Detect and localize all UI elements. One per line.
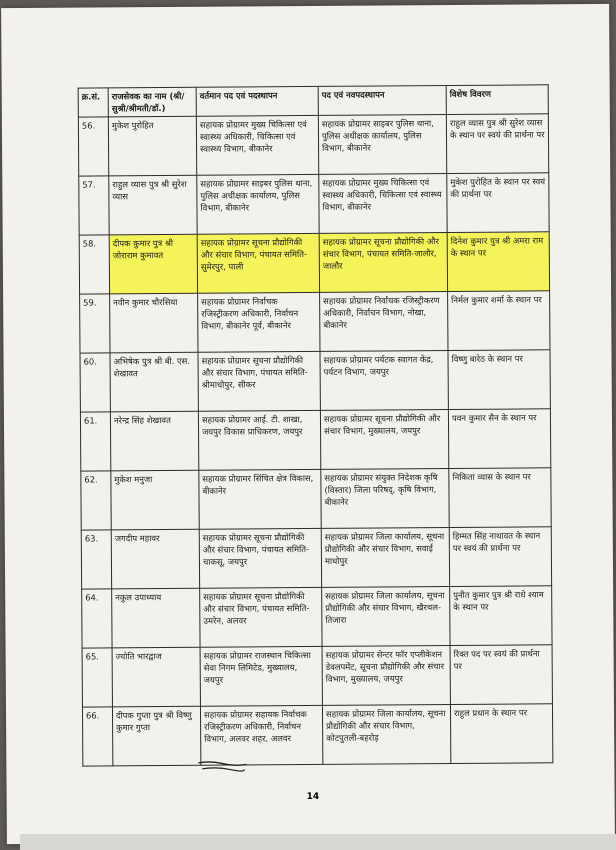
cell-remarks: राहुल व्यास पुत्र श्री सुरेश व्यास के स्थान पर स्वयं की प्रार्थना पर — [446, 114, 548, 174]
cell-new-post: सहायक प्रोग्रामर निर्वाचक रजिस्ट्रीकरण अधिकारी, निर्वाचन विभाग, नोखा, बीकानेर — [320, 292, 448, 352]
page-number: 14 — [306, 791, 320, 803]
cell-serial: 59. — [80, 294, 110, 353]
cell-current-post: सहायक प्रोग्रामर सूचना प्रौद्योगिकी और संचार विभाग, पंचायत समिति-सुमेरपुर, पाली — [197, 233, 319, 293]
cell-new-post: सहायक प्रोग्रामर संयुक्त निदेशक कृषि (विस्तार) जिला परिषद्, कृषि विभाग, बीकानेर — [321, 469, 449, 529]
cell-remarks: राहुल प्रधान के स्थान पर — [450, 704, 552, 764]
header-remarks: विशेष विवरण — [446, 85, 548, 115]
table-row — [82, 704, 552, 766]
cell-serial: 65. — [82, 648, 112, 707]
table-row — [82, 586, 552, 648]
cell-name: राहुल व्यास पुत्र श्री सुरेश व्यास — [109, 175, 197, 235]
cell-serial: 66. — [82, 707, 112, 766]
cell-remarks: पवन कुमार सैन के स्थान पर — [448, 409, 550, 469]
cell-current-post: सहायक प्रोग्रामर मुख्य चिकित्सा एवं स्वास्थ्य अधिकारी, चिकित्सा एवं स्वास्थ्य विभाग, बीकानेर — [196, 115, 318, 175]
cell-current-post: सहायक प्रोग्रामर निर्वाचक रजिस्ट्रीकरण अधिकारी, निर्वाचन विभाग, बीकानेर पूर्व, बीकानेर — [198, 292, 320, 352]
cell-name: नकुल उपाध्याय — [112, 588, 200, 648]
table-row — [78, 114, 548, 176]
cell-name: मुकेश पुरोहित — [108, 116, 196, 176]
cell-new-post: सहायक प्रोग्रामर सेन्टर फॉर एप्लीकेशन डेवलपमेंट, सूचना प्रौद्योगिकी और संचार विभाग, मुख्यालय, जयपुर — [322, 646, 450, 706]
cell-new-post: सहायक प्रोग्रामर जिला कार्यालय, सूचना प्रौद्योगिकी और संचार विभाग, कोटपुतली-बहरोड़ — [322, 705, 450, 765]
cell-serial: 57. — [79, 176, 109, 235]
table-body — [78, 114, 553, 766]
cell-serial: 62. — [81, 471, 111, 530]
cell-current-post: सहायक प्रोग्रामर राजस्थान चिकित्सा सेवा निगम लिमिटेड, मुख्यालय, जयपुर — [200, 646, 322, 706]
table-row — [79, 232, 549, 294]
cell-name: दीपक कुमार पुत्र श्री जोराराम कुमावत — [109, 234, 197, 294]
table-row — [79, 173, 549, 235]
cell-remarks: मुकेश पुरोहित के स्थान पर स्वयं की प्रार्थना पर — [447, 173, 549, 233]
cell-name: जगदीप महावर — [111, 529, 199, 589]
cell-current-post: सहायक प्रोग्रामर सहायक निर्वाचक रजिस्ट्रीकरण अधिकारी, निर्वाचन विभाग, अलवर शहर, अलवर — [200, 705, 322, 765]
table-header-row — [78, 85, 548, 117]
header-new-post: पद एवं नवपदस्थापन — [318, 86, 446, 116]
cell-current-post: सहायक प्रोग्रामर सूचना प्रौद्योगिकी और संचार विभाग, पंचायत समिति-उमरेन, अलवर — [200, 587, 322, 647]
transfer-table — [78, 84, 554, 766]
cell-current-post: सहायक प्रोग्रामर साइबर पुलिस थाना, पुलिस अधीक्षक कार्यालय, पुलिस विभाग, बीकानेर — [197, 174, 319, 234]
cell-current-post: सहायक प्रोग्रामर सूचना प्रौद्योगिकी और संचार विभाग, पंचायत समिति-चाकसू, जयपुर — [199, 528, 321, 588]
cell-new-post: सहायक प्रोग्रामर जिला कार्यालय, सूचना प्रौद्योगिकी और संचार विभाग, खैरथल-तिजारा — [322, 587, 450, 647]
cell-name: नरेन्द्र सिंह शेखावत — [110, 411, 198, 471]
cell-serial: 56. — [78, 117, 108, 176]
page-edge — [20, 834, 616, 850]
header-name: राजसेवक का नाम (श्री/सुश्री/श्रीमती/डॉ.) — [108, 87, 196, 117]
cell-serial: 58. — [79, 235, 109, 294]
table-row — [81, 527, 551, 589]
table-row — [81, 468, 551, 530]
cell-current-post: सहायक प्रोग्रामर सूचना प्रौद्योगिकी और संचार विभाग, पंचायत समिति-श्रीमाधोपुर, सीकर — [198, 351, 320, 411]
cell-remarks: निर्मल कुमार शर्मा के स्थान पर — [448, 291, 550, 351]
cell-name: अभिषेक पुत्र श्री बी. एस. शेखावत — [110, 352, 198, 412]
header-current-post: वर्तमान पद एवं पदस्थापन — [196, 86, 318, 116]
table-row — [82, 645, 552, 707]
cell-name: ज्योति भारद्वाज — [112, 647, 200, 707]
cell-current-post: सहायक प्रोग्रामर सिंचित क्षेत्र विकास, बीकानेर — [199, 469, 321, 529]
cell-new-post: सहायक प्रोग्रामर सूचना प्रौद्योगिकी और संचार विभाग, पंचायत समिति-जालौर, जालौर — [319, 233, 447, 293]
cell-new-post: सहायक प्रोग्रामर मुख्य चिकित्सा एवं स्वास्थ्य अधिकारी, चिकित्सा एवं स्वास्थ्य विभाग, बीकानेर — [319, 174, 447, 234]
cell-name: दीपक गुप्ता पुत्र श्री विष्णु कुमार गुप्ता — [112, 706, 200, 766]
cell-remarks: निकिता व्यास के स्थान पर — [449, 468, 551, 528]
cell-new-post: सहायक प्रोग्रामर जिला कार्यालय, सूचना प्रौद्योगिकी और संचार विभाग, सवाई माधोपुर — [321, 528, 449, 588]
cell-serial: 63. — [81, 530, 111, 589]
cell-new-post: सहायक प्रोग्रामर सूचना प्रौद्योगिकी और संचार विभाग, मुख्यालय, जयपुर — [320, 410, 448, 470]
document-page — [1, 4, 615, 844]
cell-remarks: हिम्मत सिंह नाथावत के स्थान पर स्वयं की प्रार्थना पर — [449, 527, 551, 587]
cell-new-post: सहायक प्रोग्रामर साइबर पुलिस थाना, पुलिस अधीक्षक कार्यालय, पुलिस विभाग, बीकानेर — [318, 115, 446, 175]
signature-mark — [196, 758, 248, 772]
cell-serial: 64. — [82, 589, 112, 648]
cell-current-post: सहायक प्रोग्रामर आई. टी. शाखा, जयपुर विकास प्राधिकरण, जयपुर — [198, 410, 320, 470]
cell-serial: 61. — [80, 412, 110, 471]
table-row — [80, 291, 550, 353]
table-row — [80, 350, 550, 412]
cell-serial: 60. — [80, 353, 110, 412]
cell-remarks: दिनेश कुमार पुत्र श्री अमरा राम के स्थान पर — [447, 232, 549, 292]
cell-remarks: रिक्त पद पर स्वयं की प्रार्थना पर — [450, 645, 552, 705]
table-row — [80, 409, 550, 471]
cell-name: नवीन कुमार चौरसिया — [110, 293, 198, 353]
cell-name: मुकेश मनुजा — [111, 470, 199, 530]
cell-remarks: विष्णु बारेठ के स्थान पर — [448, 350, 550, 410]
cell-remarks: पुनीत कुमार पुत्र श्री राधे श्याम के स्थान पर — [450, 586, 552, 646]
header-serial: क्र.सं. — [78, 88, 108, 117]
cell-new-post: सहायक प्रोग्रामर पर्यटक स्वागत केंद्र, पर्यटन विभाग, जयपुर — [320, 351, 448, 411]
